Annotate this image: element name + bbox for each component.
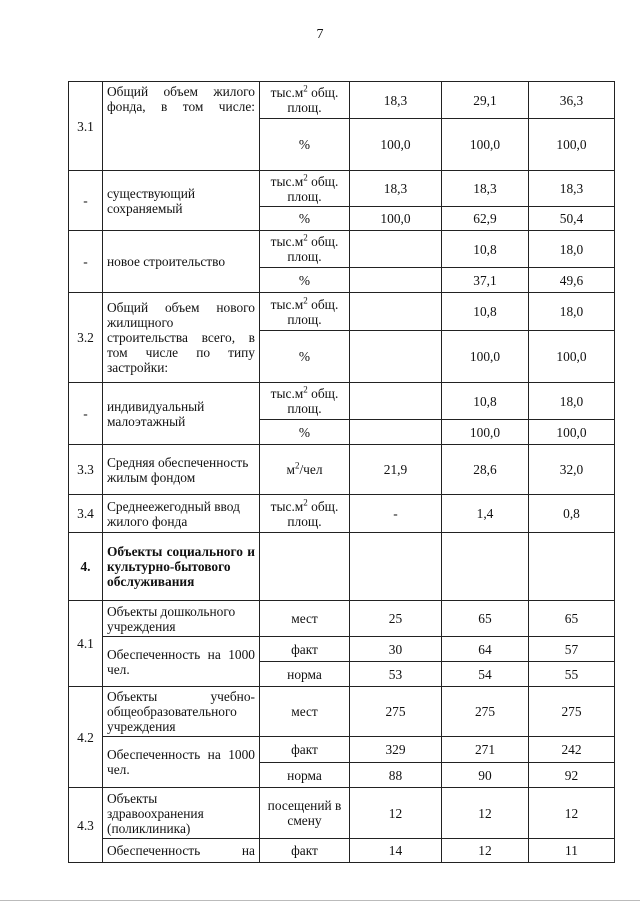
value-cell [350,331,442,383]
unit-cell: % [260,331,350,383]
unit-cell: $тыс.м^2$ общ. площ. [260,383,350,420]
value-cell: 18,3 [442,171,529,207]
value-cell: 53 [350,662,442,687]
unit-cell: посещений в смену [260,788,350,839]
table-row [69,687,615,737]
row-number: - [69,383,103,445]
table-row [69,171,615,207]
table-row [69,601,615,637]
value-cell: 30 [350,637,442,662]
value-cell: 329 [350,737,442,763]
value-cell: 32,0 [529,445,615,495]
row-description: Общий объем жилого фонда, в том числе: [103,82,260,171]
unit-cell: мест [260,601,350,637]
unit-cell: % [260,268,350,293]
value-cell: 18,0 [529,293,615,331]
unit-cell: $тыс.м^2$ общ. площ. [260,495,350,533]
value-cell: 100,0 [442,119,529,171]
unit-cell: факт [260,637,350,662]
row-number: 3.3 [69,445,103,495]
value-cell: 92 [529,763,615,788]
unit-cell: $тыс.м^2$ общ. площ. [260,293,350,331]
value-cell: 100,0 [529,331,615,383]
row-description: Объекты социального и культурно-бытового обслуживания [103,533,260,601]
value-cell: 88 [350,763,442,788]
unit-cell: норма [260,662,350,687]
table-row [69,637,615,662]
empty-cell [442,533,529,601]
value-cell: 11 [529,839,615,863]
table-row [69,293,615,331]
row-description: существующий сохраняемый [103,171,260,231]
empty-cell [350,533,442,601]
value-cell: 18,3 [529,171,615,207]
row-description: Средняя обеспеченность жилым фондом [103,445,260,495]
unit-cell: % [260,420,350,445]
row-description: Обеспеченность на 1000 чел. [103,737,260,788]
value-cell: 12 [529,788,615,839]
value-cell: 18,3 [350,171,442,207]
value-cell: 64 [442,637,529,662]
value-cell: 100,0 [350,207,442,231]
unit-cell: факт [260,737,350,763]
value-cell [350,268,442,293]
value-cell: 275 [350,687,442,737]
value-cell: 65 [529,601,615,637]
unit-cell: норма [260,763,350,788]
row-description: Объекты учебно-общеобразовательного учреждения [103,687,260,737]
table-row [69,231,615,268]
unit-cell: % [260,119,350,171]
value-cell: 50,4 [529,207,615,231]
row-number: 3.1 [69,82,103,171]
row-number: 4.2 [69,687,103,788]
table-row [69,495,615,533]
table-row [69,737,615,763]
row-description: Общий объем нового жилищного строительства всего, в том числе по типу застройки: [103,293,260,383]
row-number: - [69,171,103,231]
unit-cell: факт [260,839,350,863]
row-description: новое строительство [103,231,260,293]
unit-cell: мест [260,687,350,737]
value-cell: 1,4 [442,495,529,533]
value-cell: 275 [529,687,615,737]
unit-cell: % [260,207,350,231]
value-cell: 18,3 [350,82,442,119]
empty-cell [529,533,615,601]
row-number: 4.3 [69,788,103,863]
value-cell: 55 [529,662,615,687]
row-number: 3.4 [69,495,103,533]
page-bottom-edge [0,900,640,901]
table-row [69,788,615,839]
unit-cell: $тыс.м^2$ общ. площ. [260,82,350,119]
value-cell [350,293,442,331]
unit-cell: $тыс.м^2$ общ. площ. [260,171,350,207]
value-cell: 14 [350,839,442,863]
value-cell: 25 [350,601,442,637]
value-cell: 18,0 [529,231,615,268]
value-cell: 37,1 [442,268,529,293]
row-number: 3.2 [69,293,103,383]
value-cell: 29,1 [442,82,529,119]
value-cell: 54 [442,662,529,687]
unit-cell: $м^2$/чел [260,445,350,495]
value-cell: 275 [442,687,529,737]
value-cell: 49,6 [529,268,615,293]
value-cell: 65 [442,601,529,637]
table-row [69,533,615,601]
value-cell: 10,8 [442,383,529,420]
empty-cell [260,533,350,601]
value-cell: 12 [442,839,529,863]
row-number: - [69,231,103,293]
row-number: 4. [69,533,103,601]
table-row [69,383,615,420]
value-cell [350,420,442,445]
value-cell: 100,0 [442,420,529,445]
value-cell: 100,0 [529,119,615,171]
row-description: Среднеежегодный ввод жилого фонда [103,495,260,533]
unit-cell: $тыс.м^2$ общ. площ. [260,231,350,268]
value-cell: 62,9 [442,207,529,231]
value-cell: 242 [529,737,615,763]
row-description: Обеспеченность на 1000 чел. [103,637,260,687]
page-number: 7 [316,27,324,42]
value-cell: 28,6 [442,445,529,495]
row-number: 4.1 [69,601,103,687]
table-row [69,839,615,863]
value-cell [350,383,442,420]
value-cell: 21,9 [350,445,442,495]
row-description: индивидуальный малоэтажный [103,383,260,445]
table-row [69,82,615,119]
value-cell: 100,0 [529,420,615,445]
value-cell: 100,0 [442,331,529,383]
value-cell: 36,3 [529,82,615,119]
value-cell: 10,8 [442,293,529,331]
indicators-table [68,81,615,863]
row-description: Обеспеченность на [103,839,260,863]
value-cell: 100,0 [350,119,442,171]
value-cell: 0,8 [529,495,615,533]
value-cell: 18,0 [529,383,615,420]
value-cell: 57 [529,637,615,662]
value-cell [350,231,442,268]
value-cell: 12 [350,788,442,839]
value-cell: 12 [442,788,529,839]
value-cell: 10,8 [442,231,529,268]
value-cell: 90 [442,763,529,788]
value-cell: 271 [442,737,529,763]
row-description: Объекты дошкольного учреждения [103,601,260,637]
table-row [69,445,615,495]
value-cell: - [350,495,442,533]
row-description: Объекты здравоохранения (поликлиника) [103,788,260,839]
